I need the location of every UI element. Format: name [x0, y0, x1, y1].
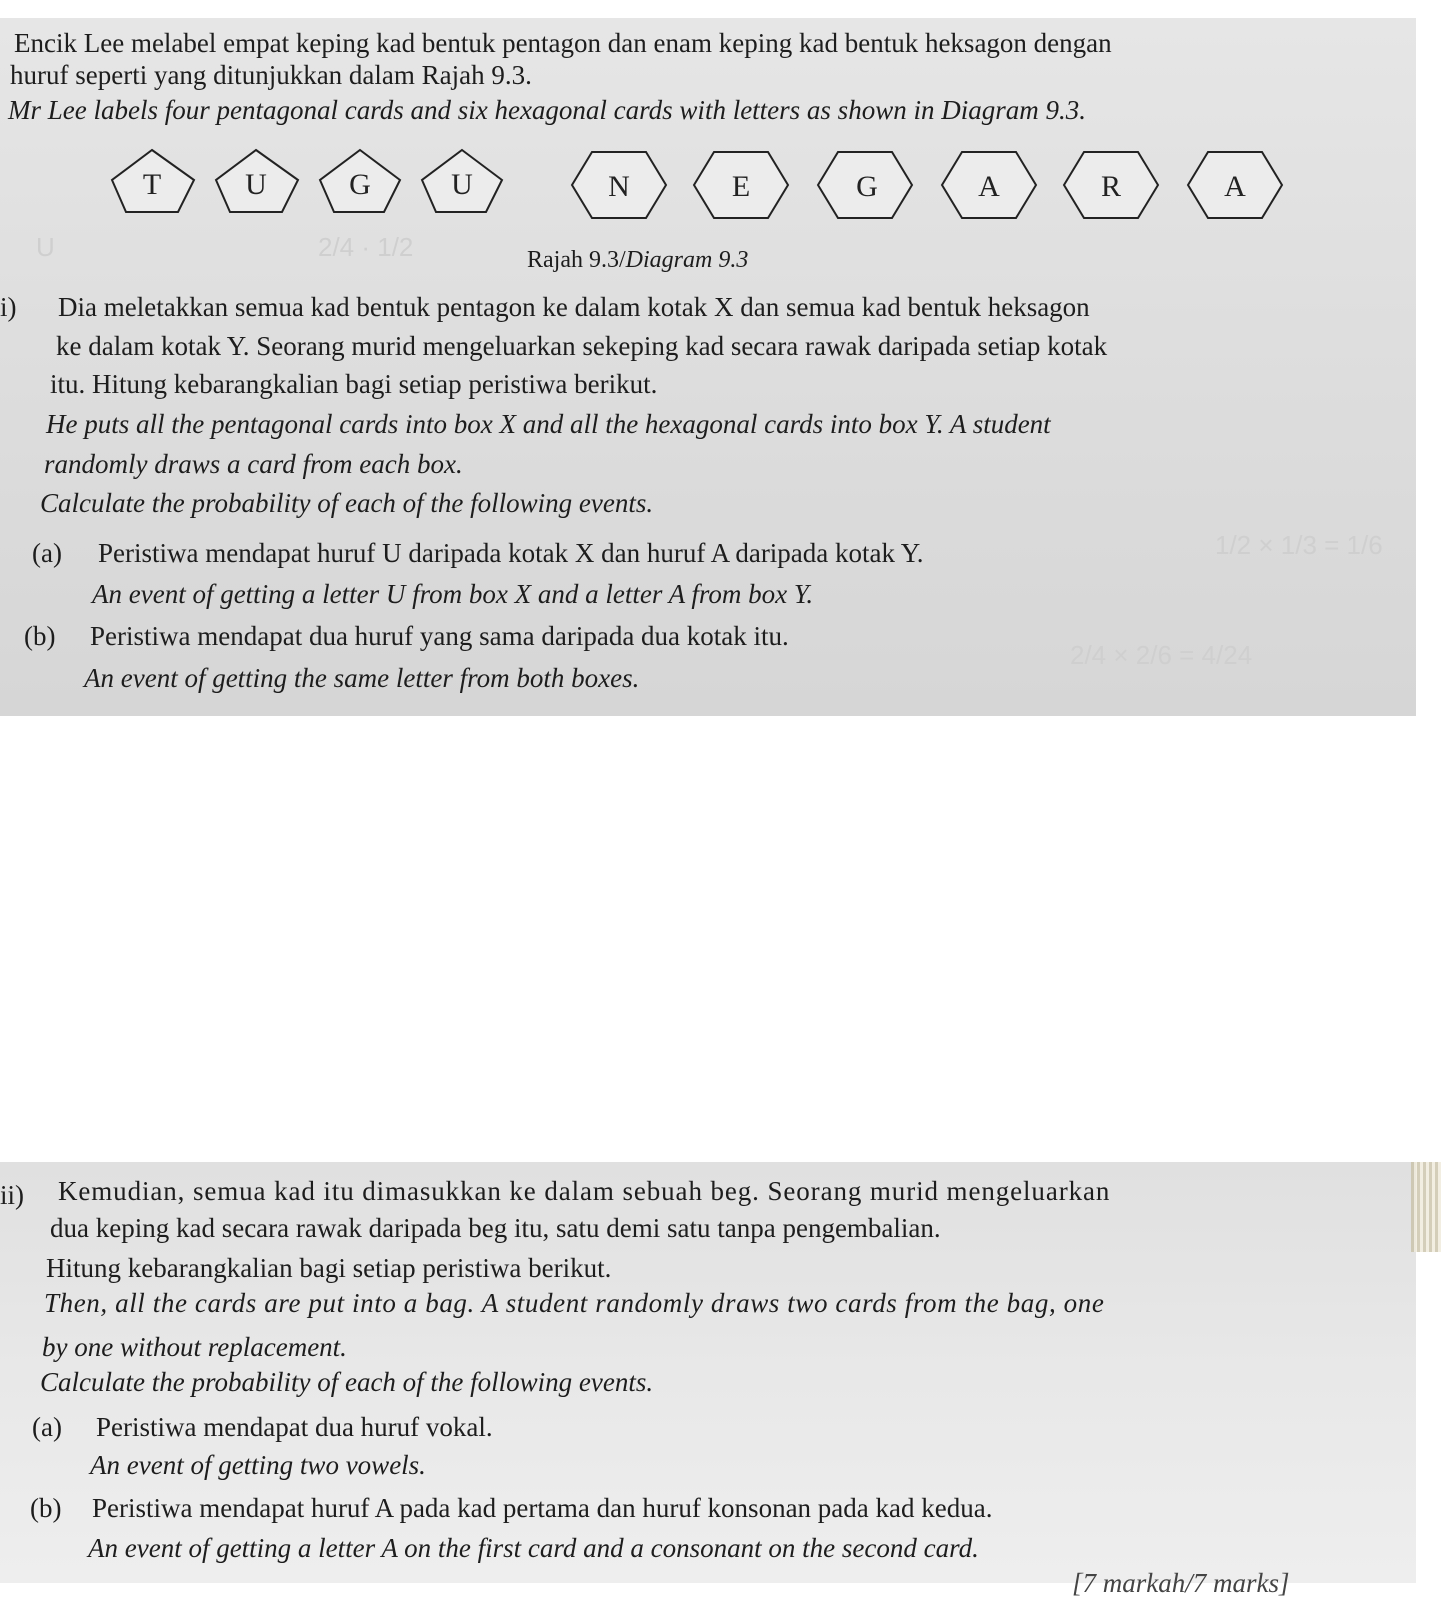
card-letter: T [142, 168, 162, 201]
card-letter: G [349, 168, 371, 201]
card-letter: U [451, 168, 473, 201]
part-i-b-english: An event of getting the same letter from both boxes. [84, 663, 640, 693]
hexagon-card [942, 152, 1036, 218]
part-ii-a-english: An event of getting two vowels. [90, 1450, 426, 1480]
card-letter: G [856, 170, 878, 203]
part-ii-a-label: (a) [32, 1412, 62, 1442]
diagram-caption-english: Diagram 9.3 [625, 247, 749, 273]
hexagon-card [1064, 152, 1158, 218]
pentagon-card [216, 150, 298, 212]
part-i-a-label: (a) [32, 538, 62, 568]
pencil-marks: 1/2 × 1/3 = 1/6 [1215, 530, 1383, 560]
card-letter: N [608, 170, 630, 203]
part-ii-b-english: An event of getting a letter A on the first card and a consonant on the second card. [88, 1533, 979, 1563]
question-ii-label: ii) [0, 1180, 24, 1210]
card-diagram [0, 0, 1441, 240]
page-edge-texture [1411, 1162, 1441, 1252]
question-i-malay-line-2: ke dalam kotak Y. Seorang murid mengeluarkan sekeping kad secara rawak daripada setiap kotak [56, 331, 1108, 361]
pentagon-card [422, 150, 502, 212]
intro-malay-line-2: huruf seperti yang ditunjukkan dalam Rajah 9.3. [10, 60, 532, 90]
hexagon-card [572, 152, 666, 218]
pentagon-card [320, 150, 400, 212]
question-i-english-line-3: Calculate the probability of each of the following events. [40, 488, 654, 518]
question-ii-malay-line-2: dua keping kad secara rawak daripada beg itu, satu demi satu tanpa pengembalian. [50, 1213, 941, 1243]
question-ii-malay-line-1: Kemudian, semua kad itu dimasukkan ke dalam sebuah beg. Seorang murid mengeluarkan [58, 1176, 1111, 1206]
question-ii-english-line-2: by one without replacement. [42, 1332, 347, 1362]
part-i-a-malay: Peristiwa mendapat huruf U daripada kotak X dan huruf A daripada kotak Y. [98, 538, 924, 568]
marks-allocation: [7 markah/7 marks] [1072, 1568, 1290, 1598]
intro-malay-line-1: Encik Lee melabel empat keping kad bentuk pentagon dan enam keping kad bentuk heksagon dengan [14, 28, 1112, 58]
question-i-english-line-2: randomly draws a card from each box. [44, 449, 463, 479]
question-ii-malay-line-3: Hitung kebarangkalian bagi setiap peristiwa berikut. [46, 1253, 612, 1283]
part-ii-b-label: (b) [30, 1493, 62, 1523]
hexagon-card [694, 152, 788, 218]
diagram-caption-malay: Rajah 9.3/ [527, 247, 626, 273]
part-ii-b-malay: Peristiwa mendapat huruf A pada kad pertama dan huruf konsonan pada kad kedua. [92, 1493, 993, 1523]
question-i-malay-line-1: Dia meletakkan semua kad bentuk pentagon ke dalam kotak X dan semua kad bentuk heksagon [58, 292, 1090, 322]
question-i-label: i) [0, 292, 17, 322]
hexagon-card [818, 152, 912, 218]
pencil-marks: 2/4 × 2/6 = 4/24 [1070, 640, 1253, 670]
part-i-b-label: (b) [24, 621, 56, 651]
card-letter: E [731, 170, 751, 203]
card-letter: A [978, 170, 1000, 203]
question-i-english-line-1: He puts all the pentagonal cards into box X and all the hexagonal cards into box Y. A student [46, 409, 1051, 439]
pencil-marks: 2/4 · 1/2 [318, 232, 414, 262]
pentagon-card [112, 150, 194, 212]
question-i-malay-line-3: itu. Hitung kebarangkalian bagi setiap peristiwa berikut. [50, 369, 658, 399]
question-ii-english-line-3: Calculate the probability of each of the following events. [40, 1367, 654, 1397]
card-letter: A [1224, 170, 1246, 203]
part-ii-a-malay: Peristiwa mendapat dua huruf vokal. [96, 1412, 493, 1442]
hexagon-card [1188, 152, 1282, 218]
question-ii-english-line-1: Then, all the cards are put into a bag. A student randomly draws two cards from the bag, one [44, 1288, 1105, 1318]
intro-english: Mr Lee labels four pentagonal cards and six hexagonal cards with letters as shown in Diagram 9.3. [8, 95, 1086, 125]
diagram-caption [527, 248, 748, 272]
part-i-b-malay: Peristiwa mendapat dua huruf yang sama daripada dua kotak itu. [90, 621, 789, 651]
card-letter: U [245, 168, 267, 201]
pencil-marks: U [36, 232, 55, 262]
part-i-a-english: An event of getting a letter U from box X and a letter A from box Y. [92, 579, 814, 609]
card-letter: R [1100, 170, 1122, 203]
